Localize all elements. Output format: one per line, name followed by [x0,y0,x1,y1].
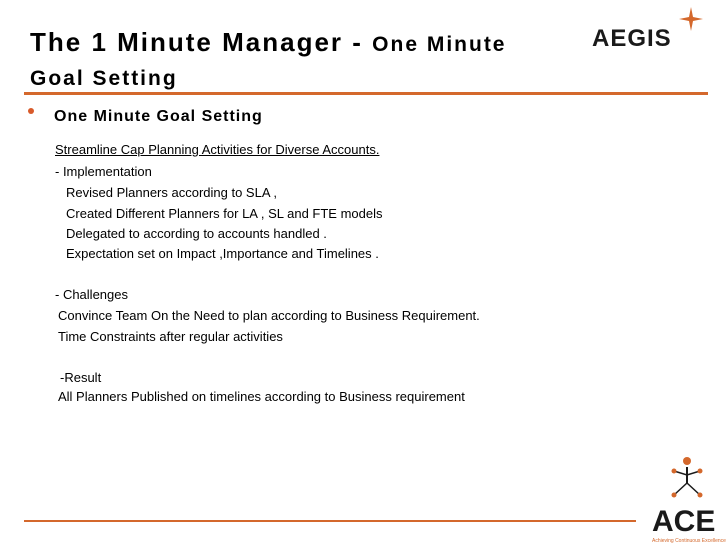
aegis-logo [590,6,715,50]
aegis-logo-text: AEGIS [592,25,672,50]
title-part-3: Goal Setting [30,67,178,90]
title-part-1: The 1 Minute Manager - [30,27,373,57]
title-part-2: One Minute [372,33,507,56]
objective-line: Streamline Cap Planning Activities for Diverse Accounts. [55,142,380,157]
aegis-star-icon [679,7,703,31]
header-divider [24,92,708,95]
result-header: -Result [60,370,102,385]
implementation-item: Delegated to according to accounts handled . [66,226,327,241]
ace-figure-icon [672,457,703,498]
challenges-item: Convince Team On the Need to plan according to Business Requirement. [58,308,480,323]
challenges-item: Time Constraints after regular activities [58,329,283,344]
implementation-item: Created Different Planners for LA , SL and FTE models [66,206,383,221]
ace-logo-tagline: Achieving Continuous Excellence [652,538,726,544]
bullet-heading: One Minute Goal Setting [54,108,263,125]
challenges-header: - Challenges [55,287,128,302]
slide-title [30,26,507,97]
ace-logo [648,453,726,545]
result-item: All Planners Published on timelines according to Business requirement [58,389,465,404]
footer-divider [24,520,636,522]
implementation-item: Expectation set on Impact ,Importance and Timelines . [66,246,379,261]
implementation-header: - Implementation [55,164,152,179]
bullet-dot-icon [28,108,34,114]
implementation-item: Revised Planners according to SLA , [66,185,278,200]
ace-logo-text: ACE [652,505,716,538]
